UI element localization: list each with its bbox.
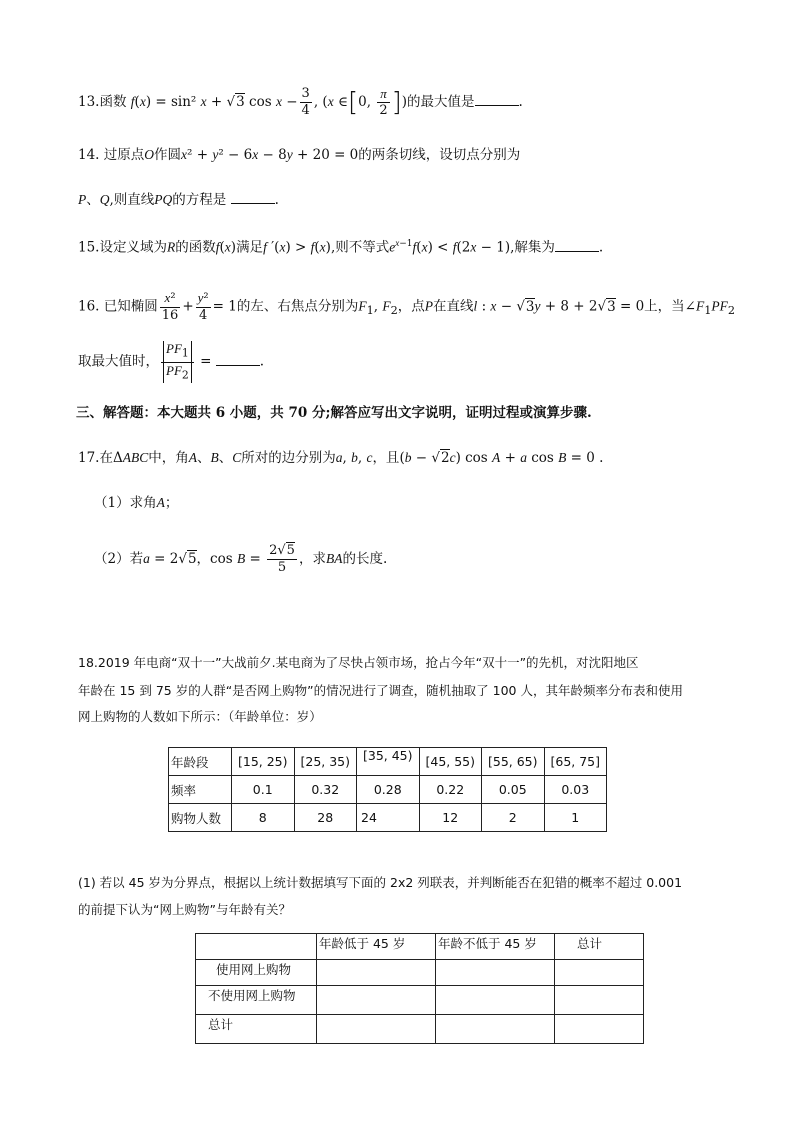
question-18-part1-line2: 的前提下认为“网上购物”与年龄有关？ [78, 902, 291, 917]
table-cell: 不使用网上购物 [196, 986, 317, 1015]
q15-end: . [598, 239, 604, 256]
table-row [169, 748, 607, 776]
table-cell: 总计 [196, 1015, 317, 1044]
table-cell: [35, 45) [357, 748, 420, 776]
q14-line2-suffix: 的方程是 [172, 192, 227, 208]
table-cell: [25, 35) [294, 748, 357, 776]
table-cell: 2 [482, 804, 545, 832]
q13-end: . [518, 94, 523, 110]
section-heading: 三、解答题：本大题共 6 小题，共 70 分;解答应写出文字说明，证明过程或演算步骤. [76, 405, 592, 421]
table-cell: 0.22 [419, 776, 482, 804]
question-15: 15.设定义域为R的函数f(x)满足f ′(x) > f(x),则不等式$e^{x-1}f(x) < f(2x - 1)$,解集为 . [78, 238, 604, 256]
answer-blank [475, 91, 519, 106]
q14-end: . [274, 192, 279, 208]
question-18-part1-line1: (1) 若以 45 岁为分界点，根据以上统计数据填写下面的 2x2 列联表，并判断能否在犯错的概率不超过 0.001 [78, 875, 683, 890]
table-row [196, 1015, 644, 1044]
table-cell: 0.05 [482, 776, 545, 804]
q17-sub2-prefix: （2）若 [94, 551, 144, 567]
table-cell: 年龄低于 45 岁 [317, 934, 436, 960]
table-cell: 年龄不低于 45 岁 [436, 934, 555, 960]
q17-sub2-mid: ， [196, 551, 211, 567]
table-cell: [55, 65) [482, 748, 545, 776]
answer-blank [231, 189, 275, 204]
table-cell: 年龄段 [169, 748, 232, 776]
question-18-line1: 18.2019 年电商“双十一”大战前夕.某电商为了尽快占领市场，抢占今年“双十一”的先机，对沈阳地区 [78, 655, 639, 670]
table-cell [317, 986, 436, 1015]
q13-number: 13. [78, 94, 100, 110]
table-cell: 购物人数 [169, 804, 232, 832]
q17-mid3: ，且 [372, 450, 400, 466]
q16-end: . [259, 353, 264, 370]
question-14-line1: 14. 过原点O作圆x² + y² − 6x − 8y + 20 = 0的两条切线，设切点分别为 [78, 147, 521, 163]
question-16-line2: 取最大值时， $\frac{PF_1}{PF_2}$ = . [78, 341, 264, 382]
q17-mid1: 中，角 [148, 450, 189, 466]
question-17-part1: （1）求角A； [94, 495, 179, 511]
question-17-part2: （2）若a = 2√5，cos B = $\frac{2√5}{5}$ ，求BA的长度. [94, 543, 388, 575]
table-row [196, 960, 644, 986]
table-cell [555, 986, 644, 1015]
table-cell: 8 [232, 804, 295, 832]
table-cell: 0.03 [544, 776, 607, 804]
answer-blank [216, 351, 260, 366]
table-cell [436, 1015, 555, 1044]
q17-sub2-end: 的长度. [342, 551, 388, 567]
q17-sub1-end: ； [164, 495, 179, 511]
table-cell: 12 [419, 804, 482, 832]
question-14-line2: P、Q,则直线PQ的方程是 . [78, 189, 279, 210]
q14-line2-mid: ,则直线 [109, 192, 155, 208]
q17-mid2: 所对的边分别为 [241, 450, 336, 466]
q17-prefix: 17.在 [78, 450, 113, 466]
frequency-table [168, 747, 607, 832]
q14-prefix: 14. 过原点 [78, 147, 145, 163]
q13-suffix: 的最大值是 [407, 94, 475, 110]
table-cell: 0.32 [294, 776, 357, 804]
table-cell [436, 960, 555, 986]
table-row [169, 776, 607, 804]
question-16-line1: 16. 已知椭圆 $\frac{\text{x²}}{16}$ + $\frac{\text{y²}}{4}$ = 1的左、右焦点分别为$F_1$, $F_2$，点P在直线l : x − √3y + 8 + 2√3 = 0上，当$\angle F_1PF_2$ [78, 290, 736, 323]
question-13: 13.函数 f(x) = sin² x + √3 cos x − $\frac{3}{4}$ , (x ∈[0, $\frac{\pi}{2}$ ])的最大值是 . [78, 86, 523, 118]
q16-mid3: 在直线 [433, 298, 474, 315]
table-cell: 0.1 [232, 776, 295, 804]
question-17: 17.在ΔABC中，角A、B、C所对的边分别为a, b, c，且(b − √2c) cos A + a cos B = 0 . [78, 450, 604, 466]
question-18-line3: 网上购物的人数如下所示：（年龄单位：岁） [78, 709, 322, 724]
q15-mid2: 满足 [236, 239, 264, 256]
table-cell: 28 [294, 804, 357, 832]
table-row [196, 986, 644, 1015]
q13-formula: f [130, 94, 135, 109]
table-cell [555, 960, 644, 986]
table-cell: [65, 75] [544, 748, 607, 776]
table-cell [436, 986, 555, 1015]
q15-mid3: ,则不等式 [330, 239, 390, 256]
q16-mid4: 上，当 [644, 298, 685, 315]
table-cell: 频率 [169, 776, 232, 804]
table-cell: [45, 55) [419, 748, 482, 776]
table-row [169, 804, 607, 832]
table-cell: 24 [357, 804, 420, 832]
q16-mid2: ，点 [397, 298, 425, 315]
q13-prefix: 函数 [99, 94, 127, 110]
answer-blank [555, 237, 599, 252]
q14-mid: 作圆 [154, 147, 182, 163]
contingency-table [195, 933, 644, 1044]
table-cell: 使用网上购物 [196, 960, 317, 986]
q16-line2-prefix: 取最大值时， [78, 353, 159, 370]
table-cell [196, 934, 317, 960]
table-cell: 0.28 [357, 776, 420, 804]
table-cell: 总计 [555, 934, 644, 960]
table-cell: [15, 25) [232, 748, 295, 776]
q15-mid1: 的函数 [175, 239, 216, 256]
q15-prefix: 15.设定义域为 [78, 239, 167, 256]
table-cell [317, 960, 436, 986]
q16-mid1: 的左、右焦点分别为 [236, 298, 359, 315]
q16-prefix: 16. 已知椭圆 [78, 298, 158, 315]
q15-mid4: ,解集为 [510, 239, 555, 256]
table-cell: 1 [544, 804, 607, 832]
q14-suffix: 的两条切线，设切点分别为 [358, 147, 521, 163]
table-cell [317, 1015, 436, 1044]
question-18-line2: 年龄在 15 到 75 岁的人群“是否网上购物”的情况进行了调查，随机抽取了 100 人，其年龄频率分布表和使用 [78, 683, 683, 698]
q17-sub2-suffix: ，求 [298, 551, 326, 567]
q17-sub1: （1）求角 [94, 495, 157, 511]
table-row [196, 934, 644, 960]
table-cell [555, 1015, 644, 1044]
